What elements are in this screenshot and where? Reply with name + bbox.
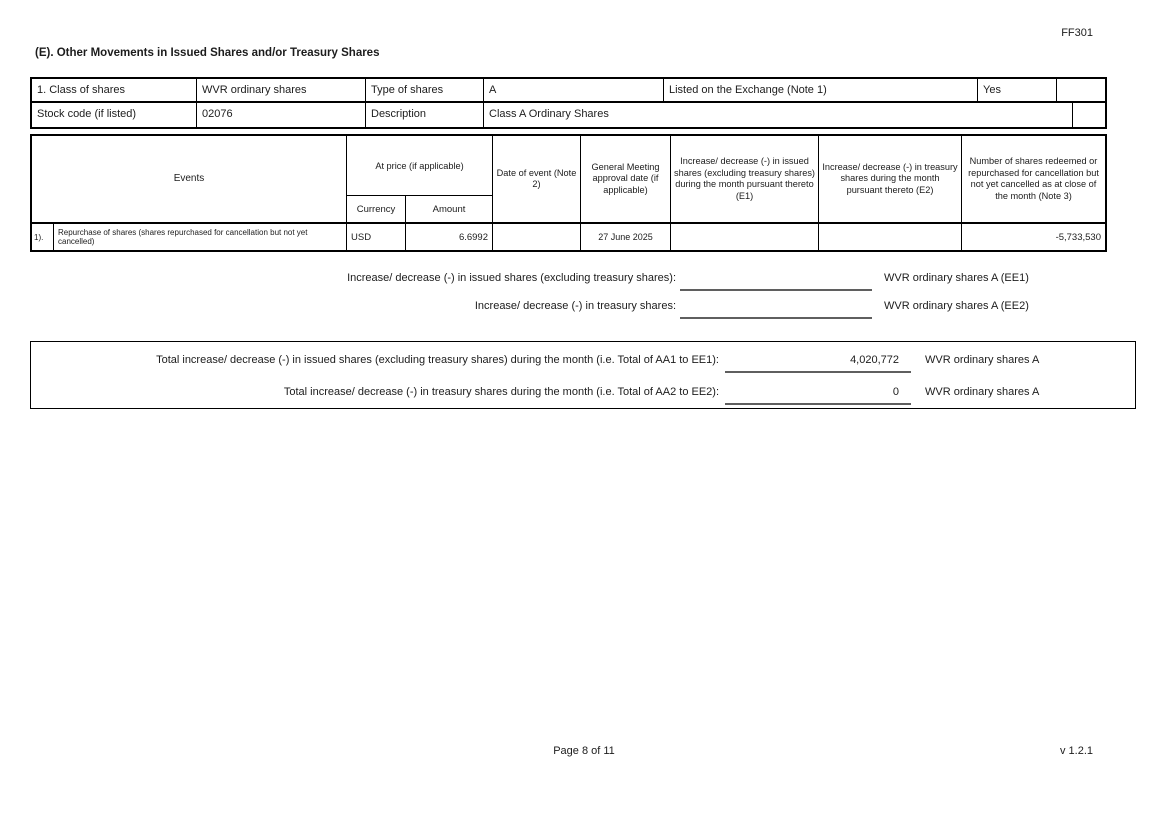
type-of-shares-label: Type of shares	[366, 79, 484, 101]
general-meeting-value: 27 June 2025	[581, 224, 671, 250]
at-price-column-group	[347, 136, 493, 222]
total-issued-label: Total increase/ decrease (-) in issued shares (excluding treasury shares) during the month (i.e. Total of AA1 to EE1):	[156, 354, 719, 366]
row-index: 1).	[32, 224, 54, 250]
stock-code-value: 02076	[197, 103, 366, 127]
totals-box	[30, 341, 1136, 409]
subtotal-ee2-share-class: WVR ordinary shares A (EE2)	[884, 300, 1029, 312]
issued-change-e1-column-header: Increase/ decrease (-) in issued shares (excluding treasury shares) during the month pursuant thereto (E1)	[671, 136, 819, 222]
total-treasury-row	[31, 379, 1135, 405]
date-of-event-column-header: Date of event (Note 2)	[493, 136, 581, 222]
movements-table	[30, 134, 1107, 252]
amount-column-header: Amount	[432, 203, 466, 215]
version-label: v 1.2.1	[1059, 745, 1093, 757]
share-class-table	[30, 77, 1107, 129]
currency-column-header: Currency	[347, 196, 406, 222]
subtotal-row-ee2	[0, 294, 1168, 319]
event-description: Repurchase of shares (shares repurchased for cancellation but not yet cancelled)	[54, 224, 347, 250]
type-of-shares-value: A	[484, 79, 664, 101]
currency-value: USD	[347, 224, 406, 250]
subtotal-ee1-label: Increase/ decrease (-) in issued shares (excluding treasury shares):	[347, 272, 676, 284]
subtotal-ee2-value-line	[680, 294, 872, 319]
total-treasury-share-class: WVR ordinary shares A	[925, 386, 1040, 398]
subtotal-ee2-label: Increase/ decrease (-) in treasury shares:	[474, 300, 676, 312]
class-of-shares-value: WVR ordinary shares	[197, 79, 366, 101]
date-of-event-value	[493, 224, 581, 250]
total-issued-row	[31, 347, 1135, 373]
redeemed-note3-value: -5,733,530	[1055, 231, 1101, 243]
general-meeting-column-header: General Meeting approval date (if applicable)	[581, 136, 671, 222]
empty-cell	[1057, 79, 1105, 101]
total-issued-share-class: WVR ordinary shares A	[925, 354, 1040, 366]
movements-table-row	[32, 224, 1105, 250]
redeemed-note3-column-header: Number of shares redeemed or repurchased for cancellation but not yet cancelled as at close of the month (Note 3)	[968, 156, 1099, 201]
page-number: Page 8 of 11	[553, 745, 615, 757]
subtotal-row-ee1	[0, 266, 1168, 291]
listed-on-exchange-value: Yes	[978, 79, 1057, 101]
movements-table-header	[32, 136, 1105, 224]
description-value: Class A Ordinary Shares	[484, 103, 1073, 127]
total-treasury-value: 0	[725, 379, 911, 405]
class-of-shares-label: 1. Class of shares	[32, 79, 197, 101]
form-code: FF301	[1061, 27, 1093, 39]
listed-on-exchange-label: Listed on the Exchange (Note 1)	[664, 79, 978, 101]
share-class-row-2	[32, 103, 1105, 127]
description-label: Description	[366, 103, 484, 127]
subtotal-ee1-value-line	[680, 266, 872, 291]
stock-code-label: Stock code (if listed)	[32, 103, 197, 127]
treasury-change-e2-column-header: Increase/ decrease (-) in treasury shares during the month pursuant thereto (E2)	[819, 136, 962, 222]
empty-cell	[1073, 103, 1105, 127]
at-price-subheaders	[347, 196, 492, 222]
total-issued-value: 4,020,772	[725, 347, 911, 373]
section-title: (E). Other Movements in Issued Shares and/or Treasury Shares	[35, 47, 380, 59]
subtotal-ee1-share-class: WVR ordinary shares A (EE1)	[884, 272, 1029, 284]
share-class-row-1	[32, 79, 1105, 103]
issued-change-e1-value	[671, 224, 819, 250]
amount-value: 6.6992	[406, 224, 493, 250]
events-column-header: Events	[32, 136, 347, 222]
treasury-change-e2-value	[819, 224, 962, 250]
total-treasury-label: Total increase/ decrease (-) in treasury shares during the month (i.e. Total of AA2 to EE2):	[283, 386, 719, 398]
at-price-header: At price (if applicable)	[347, 136, 492, 196]
